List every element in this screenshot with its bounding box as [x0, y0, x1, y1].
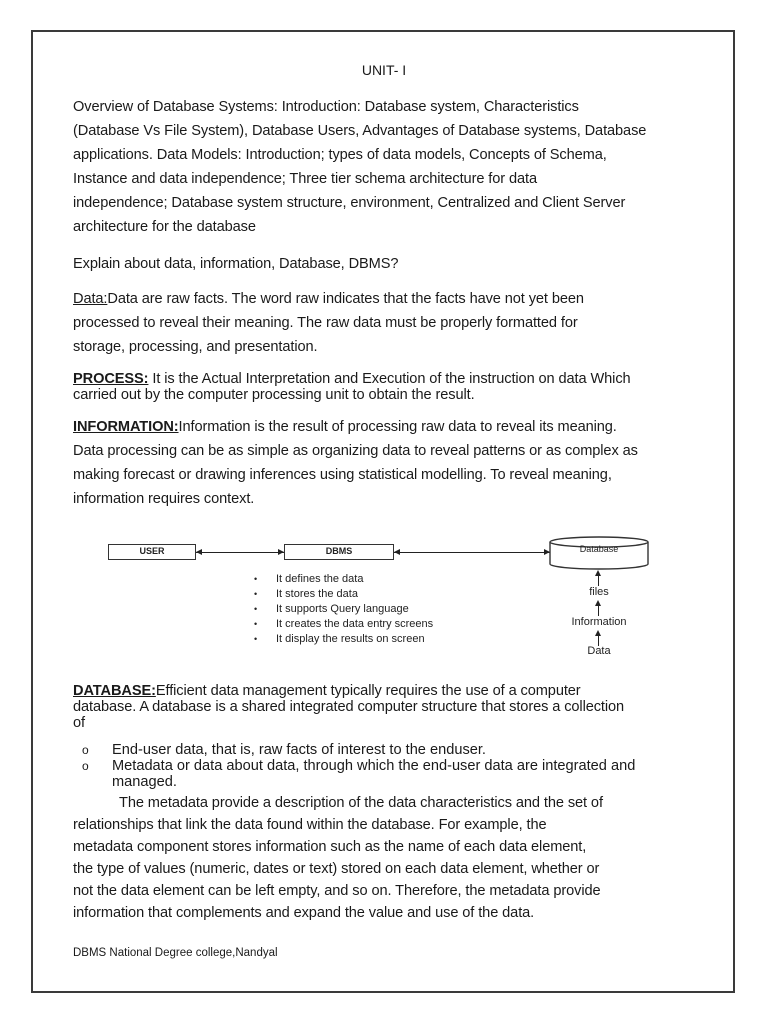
metadata-line: the type of values (numeric, dates or text) stored on each data element, whether or	[73, 861, 600, 877]
information-paragraph	[73, 415, 723, 511]
list-item: o Metadata or data about data, through which the end-user data are integrated and managed.	[82, 758, 636, 790]
list-item: o End-user data, that is, raw facts of interest to the enduser.	[82, 742, 486, 758]
information-label: INFORMATION:	[73, 419, 179, 435]
metadata-line: not the data element can be left empty, and so on. Therefore, the metadata provide	[73, 883, 601, 899]
arrow-up-icon	[595, 630, 601, 636]
process-line: carried out by the computer processing unit to obtain the result.	[73, 387, 475, 403]
flow-label-files: files	[589, 586, 609, 598]
information-line: Information is the result of processing raw data to reveal its meaning.	[178, 419, 617, 435]
page-title: UNIT- I	[361, 62, 407, 78]
syllabus-line: applications. Data Models: Introduction; types of data models, Concepts of Schema,	[73, 147, 607, 163]
database-label: Database	[579, 544, 619, 554]
list-item: • It defines the data	[254, 573, 364, 585]
information-line: making forecast or drawing inferences using statistical modelling. To reveal meaning,	[73, 467, 612, 483]
user-box: USER	[108, 544, 196, 560]
syllabus-line: architecture for the database	[73, 219, 256, 235]
database-line: Efficient data management typically requires the use of a computer	[155, 683, 581, 699]
list-item: • It stores the data	[254, 588, 358, 600]
data-line: processed to reveal their meaning. The raw data must be properly formatted for	[73, 315, 578, 331]
dbms-diagram	[96, 530, 686, 665]
process-label: PROCESS:	[73, 371, 149, 387]
syllabus-line: Instance and data independence; Three tier schema architecture for data	[73, 171, 537, 187]
arrow-left-icon	[196, 549, 202, 555]
information-line: information requires context.	[73, 491, 255, 507]
syllabus-line: independence; Database system structure, environment, Centralized and Client Server	[73, 195, 626, 211]
data-paragraph	[73, 287, 723, 359]
list-item: • It supports Query language	[254, 603, 409, 615]
metadata-line: information that complements and expand the value and use of the data.	[73, 905, 535, 921]
question-heading: Explain about data, information, Database, DBMS?	[73, 256, 399, 272]
process-paragraph	[73, 371, 723, 403]
database-label: DATABASE:	[73, 683, 156, 699]
information-line: Data processing can be as simple as organizing data to reveal patterns or as complex as	[73, 443, 638, 459]
syllabus-line: (Database Vs File System), Database Users, Advantages of Database systems, Database	[73, 123, 647, 139]
flow-label-information: Information	[571, 616, 627, 628]
metadata-line: metadata component stores information such as the name of each data element,	[73, 839, 587, 855]
database-paragraph	[73, 683, 723, 731]
arrow-left-icon	[394, 549, 400, 555]
data-line: storage, processing, and presentation.	[73, 339, 318, 355]
arrow-up-icon	[595, 600, 601, 606]
database-bullets	[82, 742, 635, 790]
database-line: of	[73, 715, 85, 731]
user-dbms-connector	[196, 552, 284, 553]
database-line: database. A database is a shared integrated computer structure that stores a collection	[73, 699, 625, 715]
list-item: • It display the results on screen	[254, 633, 425, 645]
arrow-up-icon	[595, 570, 601, 576]
page-footer: DBMS National Degree college,Nandyal	[73, 947, 278, 959]
flow-label-data: Data	[587, 645, 611, 657]
metadata-line: The metadata provide a description of the data characteristics and the set of	[119, 795, 603, 811]
syllabus-line: Overview of Database Systems: Introduction: Database system, Characteristics	[73, 99, 579, 115]
dbms-box: DBMS	[284, 544, 394, 560]
dbms-functions-list	[254, 572, 433, 647]
data-label: Data:	[73, 291, 108, 307]
metadata-line: relationships that link the data found within the database. For example, the	[73, 817, 547, 833]
syllabus-paragraph	[73, 95, 723, 239]
list-item: • It creates the data entry screens	[254, 618, 434, 630]
process-line: It is the Actual Interpretation and Execution of the instruction on data Which	[148, 371, 631, 387]
metadata-paragraph	[73, 792, 723, 924]
data-line: Data are raw facts. The word raw indicates that the facts have not yet been	[107, 291, 584, 307]
dbms-database-connector	[394, 552, 550, 553]
